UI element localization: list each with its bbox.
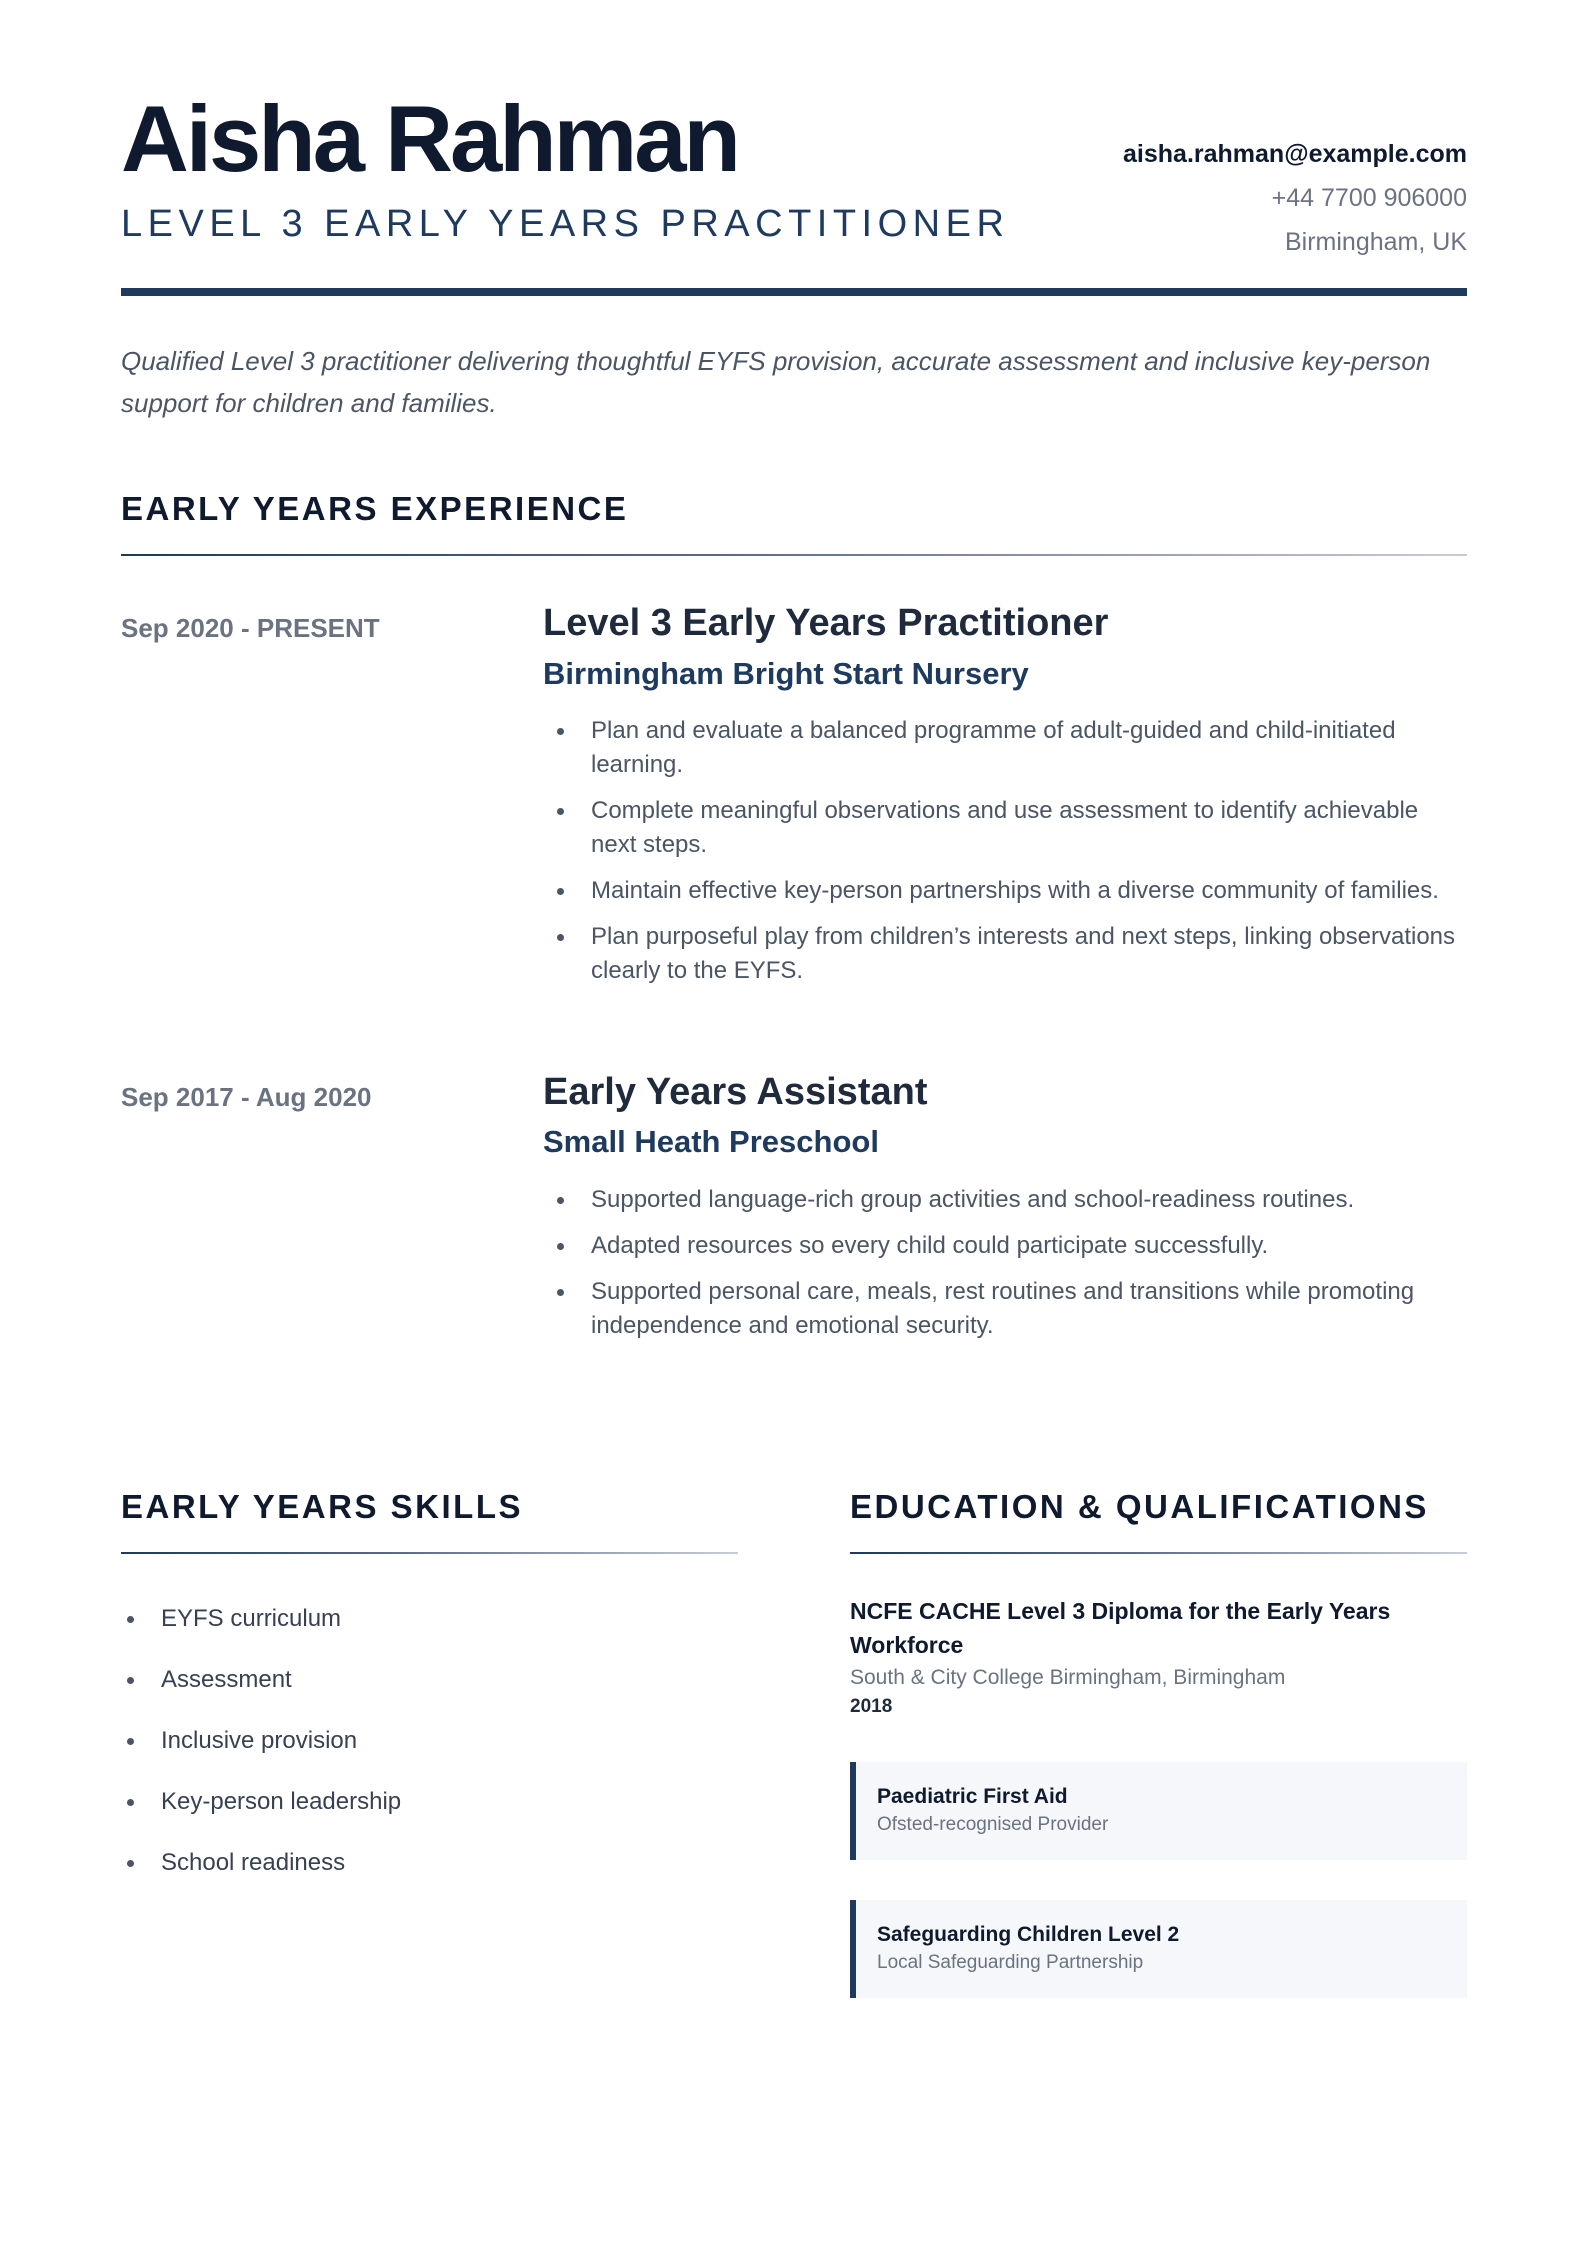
duty-item: Plan purposeful play from children’s interests and next steps, linking observations clearly to the EYFS. — [543, 920, 1467, 988]
certification-name: Paediatric First Aid — [877, 1785, 1068, 1808]
experience-heading: EARLY YEARS EXPERIENCE — [121, 490, 629, 527]
profile-summary: Qualified Level 3 practitioner delivering thoughtful EYFS provision, accurate assessment and inclusive key-person support for children and families. — [121, 346, 1431, 418]
job-title: Early Years Assistant — [543, 1070, 928, 1113]
job-entry — [121, 1070, 1467, 1355]
duty-item: Plan and evaluate a balanced programme of adult-guided and child-initiated learning. — [543, 714, 1467, 782]
duty-item: Supported personal care, meals, rest routines and transitions while promoting independence and emotional security. — [543, 1275, 1467, 1343]
experience-section — [121, 492, 1467, 1355]
contact-email[interactable]: aisha.rahman@example.com — [1123, 140, 1467, 168]
duty-item: Complete meaningful observations and use assessment to identify achievable next steps. — [543, 794, 1467, 862]
skill-item: Assessment — [121, 1663, 738, 1697]
degree-institution: South & City College Birmingham, Birmingham — [850, 1666, 1286, 1689]
job-details — [543, 601, 1467, 1000]
candidate-role: LEVEL 3 EARLY YEARS PRACTITIONER — [121, 203, 1010, 245]
certification-card — [850, 1900, 1467, 1998]
job-details — [543, 1070, 1467, 1355]
skill-item: EYFS curriculum — [121, 1602, 738, 1636]
duty-item: Supported language-rich group activities and school-readiness routines. — [543, 1183, 1467, 1217]
job-entry — [121, 601, 1467, 1000]
header-divider — [121, 288, 1467, 296]
certification-card — [850, 1762, 1467, 1860]
job-employer: Small Heath Preschool — [543, 1124, 879, 1160]
candidate-name: Aisha Rahman — [121, 86, 738, 191]
education-section — [850, 1490, 1467, 1998]
job-duties — [543, 714, 1467, 988]
degree-year: 2018 — [850, 1696, 893, 1717]
skills-list — [121, 1602, 738, 1880]
duty-item: Adapted resources so every child could participate successfully. — [543, 1229, 1467, 1263]
bottom-columns — [121, 1490, 1467, 1998]
skill-item: Inclusive provision — [121, 1724, 738, 1758]
skills-heading: EARLY YEARS SKILLS — [121, 1488, 523, 1525]
skill-item: School readiness — [121, 1846, 738, 1880]
job-employer: Birmingham Bright Start Nursery — [543, 655, 1029, 691]
contact-phone[interactable]: +44 7700 906000 — [1271, 184, 1467, 212]
education-heading: EDUCATION & QUALIFICATIONS — [850, 1488, 1429, 1525]
job-title: Level 3 Early Years Practitioner — [543, 602, 1109, 644]
contact-block — [1123, 132, 1467, 264]
resume-header — [121, 0, 1467, 296]
education-entry — [850, 1594, 1467, 1720]
job-dates: Sep 2020 - PRESENT — [121, 613, 380, 643]
certification-name: Safeguarding Children Level 2 — [877, 1923, 1180, 1946]
certification-provider: Local Safeguarding Partnership — [877, 1952, 1144, 1973]
skill-item: Key-person leadership — [121, 1785, 738, 1819]
education-divider — [850, 1552, 1467, 1554]
job-duties — [543, 1183, 1467, 1343]
certification-provider: Ofsted-recognised Provider — [877, 1814, 1109, 1835]
job-dates: Sep 2017 - Aug 2020 — [121, 1081, 372, 1112]
skills-section — [121, 1490, 738, 1998]
experience-divider — [121, 554, 1467, 556]
duty-item: Maintain effective key-person partnerships with a diverse community of families. — [543, 874, 1467, 908]
degree-title: NCFE CACHE Level 3 Diploma for the Early Years Workforce — [850, 1598, 1391, 1658]
contact-location: Birmingham, UK — [1285, 228, 1467, 256]
skills-divider — [121, 1552, 738, 1554]
